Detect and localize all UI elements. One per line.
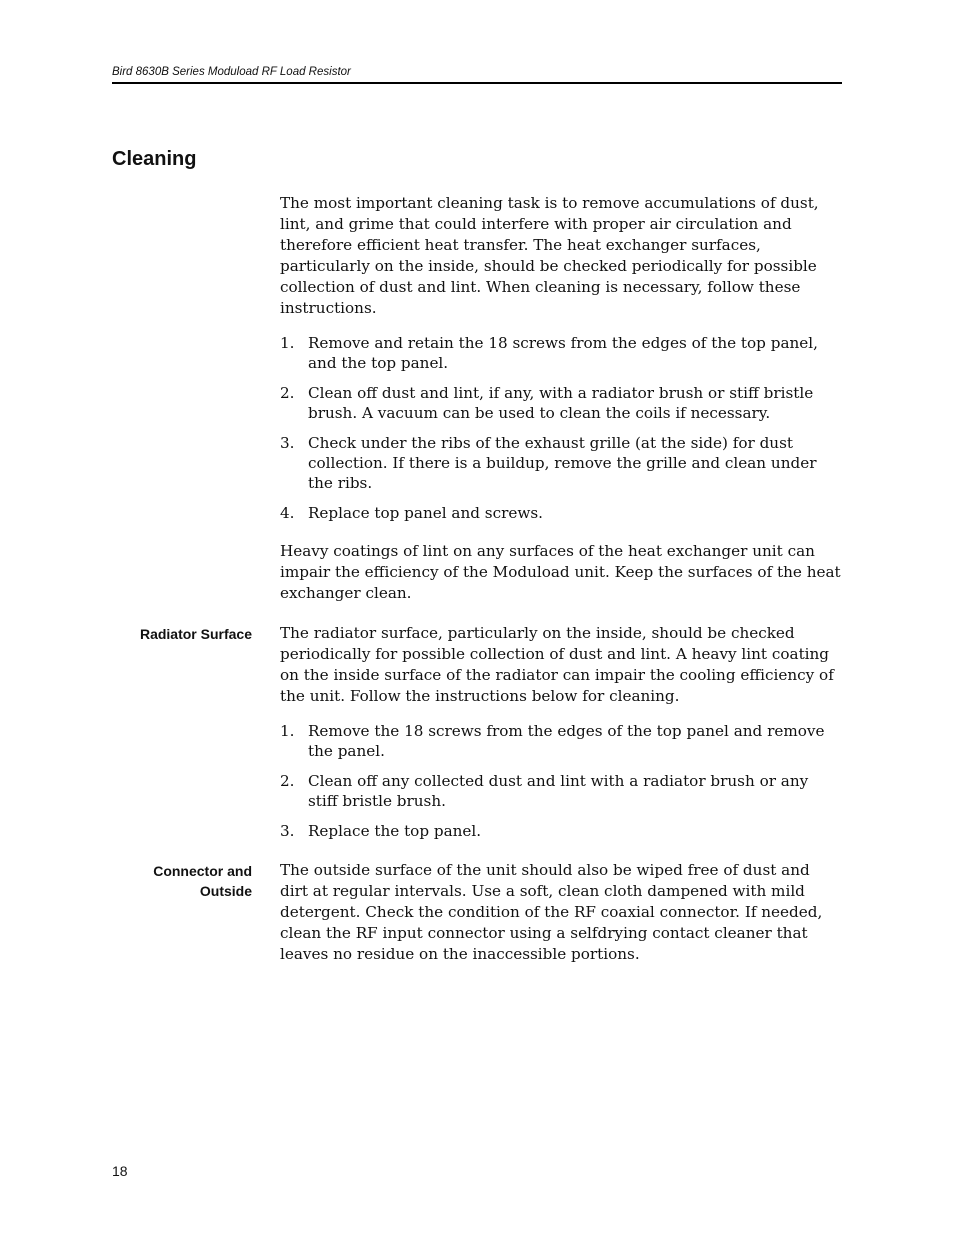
step-text: Replace the top panel. <box>308 822 482 840</box>
running-header: Bird 8630B Series Moduload RF Load Resistor <box>112 66 351 78</box>
closing-paragraph <box>280 541 842 604</box>
step-number: 1. <box>280 334 295 352</box>
list-item <box>280 821 842 841</box>
list-item <box>280 771 842 811</box>
connector-outside-heading <box>92 861 252 901</box>
step-number: 2. <box>280 384 295 402</box>
intro-text: The most important cleaning task is to remove accumulations of dust, lint, and grime that could interfere with proper air circulation and therefore efficient heat transfer. The heat exchanger surfaces, particularly on the inside, should be checked periodically for possible collection of dust and lint. When cleaning is necessary, follow these instructions. <box>280 194 819 317</box>
section-title: Cleaning <box>112 148 197 170</box>
closing-text: Heavy coatings of lint on any surfaces of the heat exchanger unit can impair the efficiency of the Moduload unit. Keep the surfaces of the heat exchanger clean. <box>280 542 841 602</box>
cleaning-steps-list <box>280 333 842 533</box>
step-number: 4. <box>280 504 295 522</box>
radiator-steps-list <box>280 721 842 851</box>
list-item <box>280 433 842 493</box>
list-item <box>280 503 842 523</box>
step-number: 2. <box>280 772 295 790</box>
connector-paragraph <box>280 860 842 965</box>
radiator-text: The radiator surface, particularly on the inside, should be checked periodically for possible collection of dust and lint. A heavy lint coating on the inside surface of the radiator can impair the cooling efficiency of the unit. Follow the instructions below for cleaning. <box>280 624 834 705</box>
connector-heading-line1: Connector and <box>153 863 252 879</box>
list-item <box>280 721 842 761</box>
step-number: 1. <box>280 722 295 740</box>
step-text: Clean off dust and lint, if any, with a radiator brush or stiff bristle brush. A vacuum can be used to clean the coils if necessary. <box>308 384 814 422</box>
step-text: Replace top panel and screws. <box>308 504 543 522</box>
connector-text: The outside surface of the unit should also be wiped free of dust and dirt at regular intervals. Use a soft, clean cloth dampened with mild detergent. Check the condition of the RF coaxial connector. If needed, clean the RF input connector using a selfdrying contact cleaner that leaves no residue on the inaccessible portions. <box>280 861 823 963</box>
list-item <box>280 333 842 373</box>
step-text: Remove the 18 screws from the edges of the top panel and remove the panel. <box>308 722 825 760</box>
radiator-paragraph <box>280 623 842 707</box>
page-number: 18 <box>112 1163 128 1179</box>
step-text: Clean off any collected dust and lint with a radiator brush or any stiff bristle brush. <box>308 772 809 810</box>
step-number: 3. <box>280 822 295 840</box>
step-text: Check under the ribs of the exhaust grille (at the side) for dust collection. If there is a buildup, remove the grille and clean under the ribs. <box>308 434 817 492</box>
header-rule <box>112 82 842 84</box>
list-item <box>280 383 842 423</box>
connector-heading-line2: Outside <box>199 883 252 899</box>
radiator-surface-heading: Radiator Surface <box>139 626 252 642</box>
step-text: Remove and retain the 18 screws from the edges of the top panel, and the top panel. <box>308 334 818 372</box>
intro-paragraph <box>280 193 842 319</box>
step-number: 3. <box>280 434 295 452</box>
